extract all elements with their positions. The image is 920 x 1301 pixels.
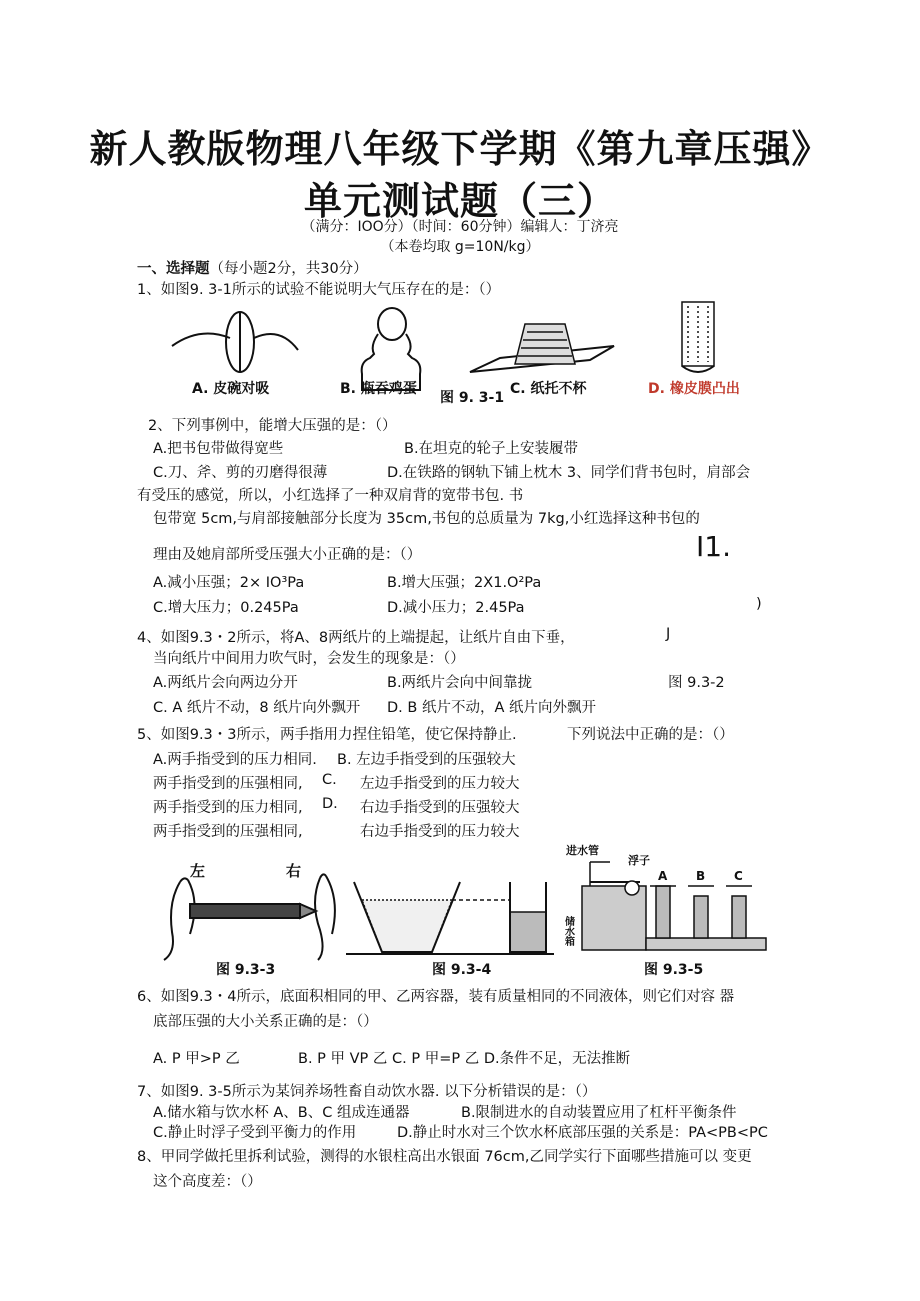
fig-9-3-3-caption: 图 9.3-3	[216, 962, 276, 978]
q5-row-3-right: 右边手指受到的压强较大	[360, 800, 520, 816]
q7-option-c: C.静止时浮子受到平衡力的作用	[153, 1125, 357, 1141]
fig-b-label: B. 瓶吞鸡蛋	[340, 381, 417, 397]
q5-row-4-left: 两手指受到的压强相同,	[153, 824, 303, 840]
fig-9-3-5-cup-c: C	[734, 869, 743, 883]
q4-option-b: B.两纸片会向中间靠拢	[387, 675, 533, 691]
exam-info: （满分：IOO分）（时间：60分钟）编辑人：丁济亮	[301, 219, 619, 235]
q4-figure-label: 图 9.3-2	[668, 675, 725, 691]
q4-option-c: C. A 纸片不动，8 纸片向外飘开	[153, 700, 361, 716]
q5-row-2-mark: C.	[322, 772, 337, 788]
fig-9-3-3-pencil	[164, 874, 335, 960]
q3-line2: 有受压的感觉，所以，小红选择了一种双肩背的宽带书包. 书	[137, 488, 524, 504]
q3-side-mark: I1.	[696, 530, 731, 563]
fig-9-3-5-tank-label: 储水箱	[562, 916, 574, 946]
q4-line2: 当向纸片中间用力吹气时，会发生的现象是：（）	[153, 651, 465, 667]
figure-9-3-1	[170, 298, 780, 410]
fig-9-3-5-cup-b: B	[696, 869, 706, 883]
q5-stem: 5、如图9.3・3所示，两手指用力捏住铅笔，使它保持静止.	[137, 727, 517, 743]
q3-option-c: C.增大压力；0.245Pa	[153, 600, 299, 616]
fig-b-bottle-egg	[362, 308, 421, 390]
q1-stem: 1、如图9. 3-1所示的试验不能说明大气压存在的是：（）	[137, 282, 501, 298]
q7-option-a: A.储水箱与饮水杯 A、B、C 组成连通器	[153, 1105, 410, 1121]
q3-option-d: D.减小压力；2.45Pa	[387, 600, 525, 616]
q3-lead: 3、同学们背书包时，肩部会	[566, 465, 751, 481]
q6-option-a: A. P 甲>P 乙	[153, 1051, 240, 1067]
q5-row-3-mark: D.	[322, 796, 338, 812]
fig-9-3-5-pipe-label: 进水管	[566, 844, 599, 857]
q2-option-a: A.把书包带做得宽些	[153, 441, 284, 457]
q4-stem: 4、如图9.3・2所示，将A、8两纸片的上端提起，让纸片自由下垂，	[137, 630, 575, 646]
page-subtitle: 单元测试题（三）	[303, 179, 616, 223]
q8-stem: 8、甲同学做托里拆利试验，测得的水银柱高出水银面 76cm,乙同学实行下面哪些措施可以 变更	[137, 1149, 752, 1165]
fig-9-3-3-left-label: 左	[190, 862, 206, 880]
fig-d-label: D. 橡皮膜凸出	[648, 381, 740, 397]
page-title: 新人教版物理八年级下学期《第九章压强》	[89, 127, 831, 171]
fig-c-paper-cup	[470, 324, 614, 372]
q6-stem: 6、如图9.3・4所示，底面积相同的甲、乙两容器，装有质量相同的不同液体，则它们对容 器	[137, 989, 735, 1005]
section-label: 一、选择题	[137, 261, 210, 277]
q7-stem: 7、如图9. 3-5所示为某饲养场牲畜自动饮水器. 以下分析错误的是：（）	[137, 1084, 597, 1100]
q4-option-a: A.两纸片会向两边分开	[153, 675, 298, 691]
q5-row-2-right: 左边手指受到的压力较大	[360, 776, 520, 792]
q7-option-b: B.限制进水的自动装置应用了杠杆平衡条件	[461, 1105, 737, 1121]
figures-9-3-3-to-5	[150, 842, 790, 982]
fig-9-3-5-caption: 图 9.3-5	[644, 962, 704, 978]
q3-paren: )	[756, 596, 762, 612]
q6-option-bcd: B. P 甲 VP 乙 C. P 甲=P 乙 D.条件不足，无法推断	[298, 1051, 631, 1067]
q3-line4: 理由及她肩部所受压强大小正确的是：（）	[153, 547, 422, 563]
fig-9-3-3-right-label: 右	[286, 862, 302, 880]
fig-a-suction-cups	[172, 312, 298, 372]
q5-stem-part2: 下列说法中正确的是：（）	[567, 727, 734, 743]
q5-row-2-left: 两手指受到的压强相同,	[153, 776, 303, 792]
q5-row-3-left: 两手指受到的压力相同,	[153, 800, 303, 816]
q4-option-d: D. B 纸片不动，A 纸片向外飘开	[387, 700, 596, 716]
q8-line2: 这个高度差：（）	[153, 1174, 262, 1190]
q5-row-1-right: B. 左边手指受到的压强较大	[337, 752, 516, 768]
fig-9-3-4-containers	[346, 882, 554, 954]
q5-row-4-right: 右边手指受到的压力较大	[360, 824, 520, 840]
fig-a-label: A. 皮碗对吸	[192, 381, 270, 397]
q3-option-b: B.增大压强；2X1.O²Pa	[387, 575, 542, 591]
section-note: （每小题2分，共30分）	[209, 261, 368, 277]
exam-note: （本卷均取 g=10N/kg）	[380, 239, 540, 255]
q2-option-c: C.刀、斧、剪的刃磨得很薄	[153, 465, 328, 481]
fig-d-rubber-film-tube	[682, 302, 714, 372]
q2-stem: 2、下列事例中，能增大压强的是：（）	[148, 418, 397, 434]
fig-c-label: C. 纸托不杯	[510, 381, 587, 397]
fig-9-3-4-caption: 图 9.3-4	[432, 962, 492, 978]
q4-mark: J	[666, 626, 671, 642]
q7-option-d: D.静止时水对三个饮水杯底部压强的关系是：PA<PB<PC	[397, 1125, 768, 1141]
section-heading	[137, 257, 368, 278]
fig-9-3-1-caption: 图 9. 3-1	[440, 390, 505, 406]
q2-option-d-text: D.在铁路的钢轨下铺上枕木	[387, 465, 563, 481]
q2-option-d	[387, 461, 750, 482]
q5-row-1-left: A.两手指受到的压力相同.	[153, 752, 317, 768]
fig-9-3-5-float-label: 浮子	[628, 854, 650, 867]
fig-9-3-5-cup-a: A	[658, 869, 668, 883]
q3-line3: 包带宽 5cm,与肩部接触部分长度为 35cm,书包的总质量为 7kg,小红选择这种书包的	[153, 511, 700, 527]
q2-option-b: B.在坦克的轮子上安装履带	[404, 441, 579, 457]
q3-option-a: A.减小压强；2× IO³Pa	[153, 575, 305, 591]
q6-line2: 底部压强的大小关系正确的是：（）	[153, 1014, 378, 1030]
